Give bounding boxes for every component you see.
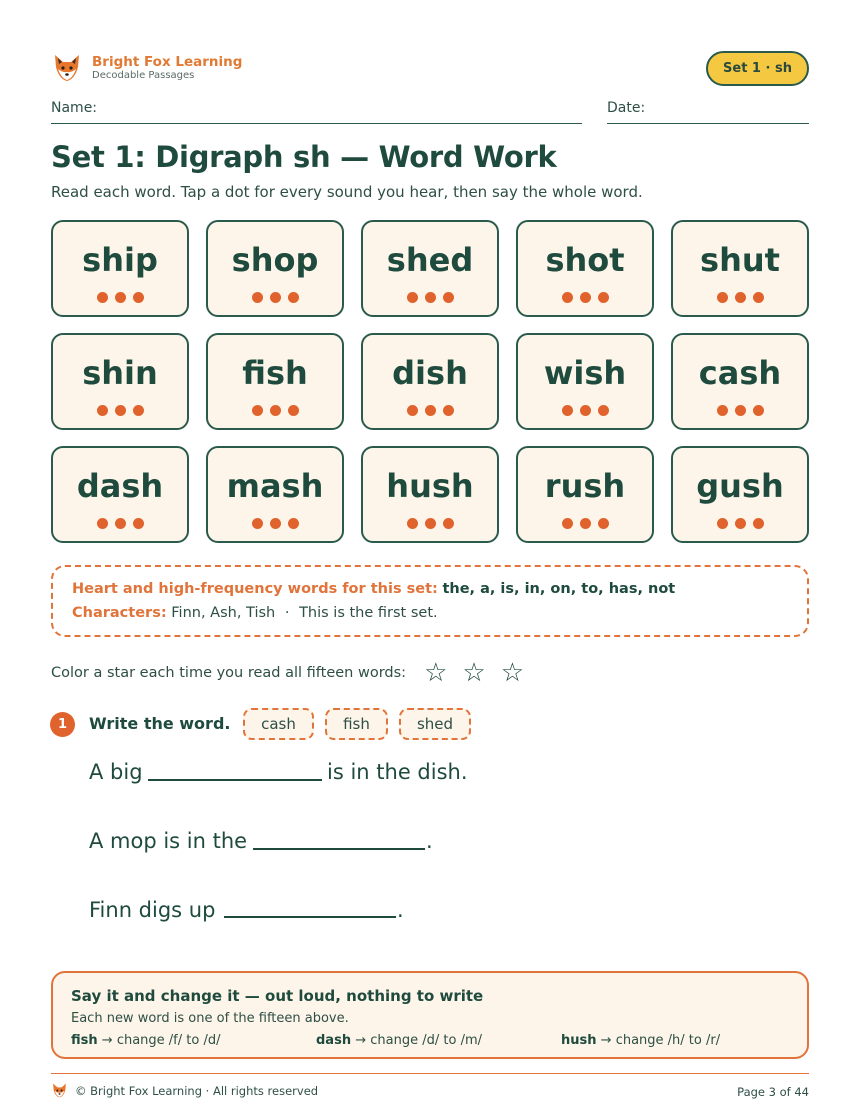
sentence-3-start: Finn digs up <box>89 898 216 922</box>
word-text: gush <box>696 467 784 505</box>
word-tile[interactable] <box>516 333 654 430</box>
name-input-line[interactable] <box>51 123 582 124</box>
footer-divider <box>51 1073 809 1074</box>
change-instruction: change /f/ to /d/ <box>116 1033 221 1048</box>
change-item <box>561 1033 720 1048</box>
sound-dot[interactable] <box>425 292 436 303</box>
sound-dot[interactable] <box>735 518 746 529</box>
word-tile[interactable] <box>671 446 809 543</box>
sentence-1-start: A big <box>89 760 143 784</box>
arrow-icon: → <box>101 1033 113 1048</box>
word-tile[interactable] <box>361 220 499 317</box>
say-it-subtitle: Each new word is one of the fifteen above. <box>71 1011 349 1026</box>
sound-dot[interactable] <box>717 405 728 416</box>
word-choice-chip[interactable]: cash <box>243 708 314 740</box>
sound-dot[interactable] <box>97 518 108 529</box>
sound-dot[interactable] <box>288 518 299 529</box>
word-tile[interactable] <box>51 220 189 317</box>
word-tile[interactable] <box>516 220 654 317</box>
sentence-3-end: . <box>397 898 404 922</box>
word-tile[interactable] <box>206 446 344 543</box>
sound-dot[interactable] <box>115 292 126 303</box>
sound-dot[interactable] <box>443 518 454 529</box>
word-text: wish <box>543 354 627 392</box>
sound-dot[interactable] <box>562 518 573 529</box>
sound-dot[interactable] <box>598 292 609 303</box>
fox-icon <box>51 52 83 84</box>
question-number: 1 <box>50 712 75 737</box>
sound-dot[interactable] <box>270 292 281 303</box>
change-word: dash <box>316 1033 352 1048</box>
word-tile[interactable] <box>516 446 654 543</box>
sound-dot[interactable] <box>252 405 263 416</box>
date-label: Date: <box>607 100 646 116</box>
brand-name: Bright Fox Learning <box>92 54 243 70</box>
sound-dot[interactable] <box>580 518 591 529</box>
sound-dot[interactable] <box>425 405 436 416</box>
word-tile[interactable] <box>51 446 189 543</box>
sound-dot[interactable] <box>735 405 746 416</box>
sound-dot[interactable] <box>133 405 144 416</box>
star-icon[interactable]: ☆ <box>500 658 524 688</box>
word-choice-chip[interactable]: shed <box>399 708 471 740</box>
sound-dot[interactable] <box>753 518 764 529</box>
word-text: dash <box>76 467 164 505</box>
brand-subtitle: Decodable Passages <box>92 70 195 81</box>
heart-words-list: the, a, is, in, on, to, has, not <box>442 581 676 597</box>
page-title: Set 1: Digraph sh — Word Work <box>51 140 557 174</box>
answer-blank-1[interactable] <box>148 779 322 781</box>
sound-dot[interactable] <box>443 405 454 416</box>
word-text: fish <box>242 354 308 392</box>
star-icon[interactable]: ☆ <box>462 658 486 688</box>
sound-dot[interactable] <box>252 518 263 529</box>
arrow-icon: → <box>600 1033 612 1048</box>
sound-dot[interactable] <box>562 292 573 303</box>
sound-dot[interactable] <box>580 292 591 303</box>
word-text: dish <box>392 354 468 392</box>
sound-dot[interactable] <box>598 405 609 416</box>
heart-words-label: Heart and high-frequency words for this set: <box>72 581 438 597</box>
word-tile[interactable] <box>51 333 189 430</box>
date-input-line[interactable] <box>607 123 809 124</box>
sound-dot[interactable] <box>97 405 108 416</box>
sound-dot[interactable] <box>133 292 144 303</box>
word-choice-chip[interactable]: fish <box>325 708 388 740</box>
word-tile[interactable] <box>206 333 344 430</box>
characters-label: Characters: <box>72 605 167 621</box>
sound-dot[interactable] <box>598 518 609 529</box>
characters-list: Finn, Ash, Tish <box>171 605 276 621</box>
word-text: shut <box>700 241 780 279</box>
change-instruction: change /d/ to /m/ <box>370 1033 482 1048</box>
sound-dot[interactable] <box>407 292 418 303</box>
sound-dot[interactable] <box>133 518 144 529</box>
stars-prompt: Color a star each time you read all fifteen words: <box>51 665 407 681</box>
sound-dot[interactable] <box>562 405 573 416</box>
question-label: Write the word. <box>89 714 231 733</box>
answer-blank-3[interactable] <box>224 916 396 918</box>
sound-dot[interactable] <box>115 518 126 529</box>
word-text: shed <box>386 241 474 279</box>
set-note: This is the first set. <box>299 605 438 621</box>
sentence-2-end: . <box>426 829 433 853</box>
word-text: shot <box>545 241 625 279</box>
page-number: Page 3 of 44 <box>737 1085 809 1099</box>
sentence-1-end: is in the dish. <box>327 760 468 784</box>
sound-dot[interactable] <box>753 405 764 416</box>
footer-copyright: © Bright Fox Learning · All rights reserved <box>75 1083 319 1098</box>
word-tile[interactable] <box>671 333 809 430</box>
sound-dot[interactable] <box>252 292 263 303</box>
name-label: Name: <box>51 100 98 116</box>
sound-dot[interactable] <box>288 405 299 416</box>
answer-blank-2[interactable] <box>253 848 425 850</box>
sound-dot[interactable] <box>443 292 454 303</box>
footer-copyright-group <box>51 1082 318 1099</box>
word-tile[interactable] <box>671 220 809 317</box>
change-item <box>316 1033 482 1048</box>
set-badge: Set 1 · sh <box>706 51 809 86</box>
change-word: fish <box>71 1033 98 1048</box>
star-icon[interactable]: ☆ <box>424 658 448 688</box>
change-instruction: change /h/ to /r/ <box>615 1033 721 1048</box>
sentence-2-start: A mop is in the <box>89 829 248 853</box>
change-item <box>71 1033 220 1048</box>
sound-dot[interactable] <box>407 518 418 529</box>
stars-row <box>51 660 524 686</box>
sound-dot[interactable] <box>407 405 418 416</box>
sound-dot[interactable] <box>717 518 728 529</box>
sound-dot[interactable] <box>115 405 126 416</box>
word-text: shop <box>231 241 319 279</box>
say-it-title: Say it and change it — out loud, nothing to write <box>71 987 484 1005</box>
sound-dot[interactable] <box>270 518 281 529</box>
say-it-box <box>51 971 809 1059</box>
sound-dot[interactable] <box>270 405 281 416</box>
sound-dot[interactable] <box>97 292 108 303</box>
heart-words-box <box>51 565 809 637</box>
word-text: ship <box>82 241 158 279</box>
sound-dot[interactable] <box>425 518 436 529</box>
word-text: shin <box>82 354 158 392</box>
sound-dot[interactable] <box>735 292 746 303</box>
word-text: hush <box>386 467 474 505</box>
word-tile[interactable] <box>206 220 344 317</box>
word-tile[interactable] <box>361 333 499 430</box>
fox-icon <box>51 1082 68 1099</box>
sound-dot[interactable] <box>717 292 728 303</box>
word-text: cash <box>698 354 782 392</box>
brand <box>51 52 242 84</box>
word-text: rush <box>544 467 626 505</box>
sound-dot[interactable] <box>288 292 299 303</box>
word-tile[interactable] <box>361 446 499 543</box>
word-text: mash <box>226 467 324 505</box>
change-word: hush <box>561 1033 597 1048</box>
sound-dot[interactable] <box>580 405 591 416</box>
instructions: Read each word. Tap a dot for every sound you hear, then say the whole word. <box>51 183 643 201</box>
separator: · <box>284 605 290 621</box>
sound-dot[interactable] <box>753 292 764 303</box>
arrow-icon: → <box>355 1033 367 1048</box>
